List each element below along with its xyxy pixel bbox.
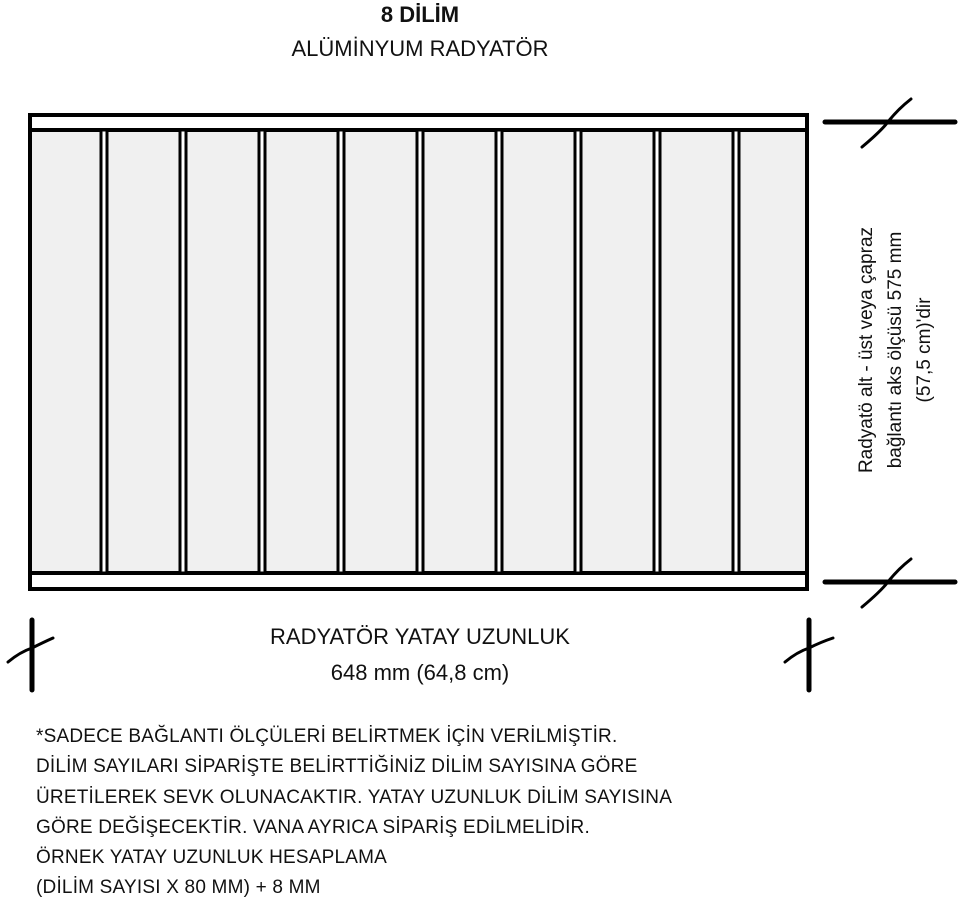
note-line: ÜRETİLEREK SEVK OLUNACAKTIR. YATAY UZUNLUK DİLİM SAYISINA	[36, 786, 673, 808]
vertical-note-line: bağlantı aks ölçüsü 575 mm	[885, 231, 906, 469]
section-divider	[733, 130, 739, 573]
section-divider	[654, 130, 660, 573]
vertical-note-line: Radyatö alt - üst veya çapraz	[856, 226, 877, 474]
top-header-bar	[30, 115, 807, 130]
horizontal-length-value: 648 mm (64,8 cm)	[330, 660, 510, 685]
note-line: *SADECE BAĞLANTI ÖLÇÜLERİ BELİRTMEK İÇİN VERİLMİŞTİR.	[36, 726, 618, 747]
section-divider	[496, 130, 502, 573]
section-divider	[338, 130, 344, 573]
bottom-header-bar	[30, 573, 807, 589]
horizontal-length-label: RADYATÖR YATAY UZUNLUK	[270, 624, 570, 649]
notes-block	[36, 722, 672, 904]
section-divider	[417, 130, 423, 573]
section-divider	[259, 130, 265, 573]
note-line: DİLİM SAYILARI SİPARİŞTE BELİRTTİĞİNİZ DİLİM SAYISINA GÖRE	[36, 756, 638, 778]
section-divider	[101, 130, 107, 573]
diagram-title: 8 DİLİM	[380, 2, 460, 27]
section-divider	[180, 130, 186, 573]
diagram-subtitle: ALÜMİNYUM RADYATÖR	[291, 36, 549, 61]
section-divider	[575, 130, 581, 573]
note-line: GÖRE DEĞİŞECEKTİR. VANA AYRICA SİPARİŞ EDİLMELİDİR.	[36, 816, 590, 838]
vertical-note-line: (57,5 cm)'dir	[914, 297, 935, 403]
note-line: (DİLİM SAYISI X 80 MM) + 8 MM	[36, 877, 321, 899]
vertical-axis-note	[852, 210, 939, 490]
note-line: ÖRNEK YATAY UZUNLUK HESAPLAMA	[36, 847, 388, 869]
